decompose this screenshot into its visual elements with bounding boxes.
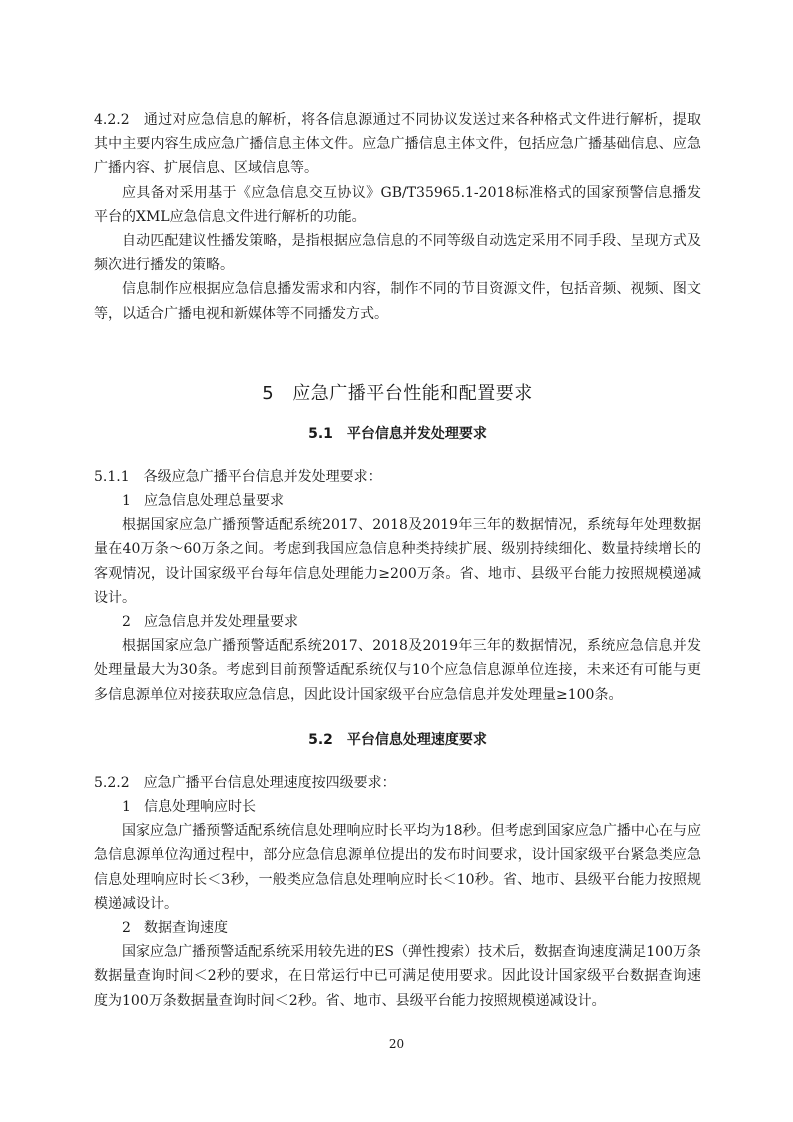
paragraph: 国家应急广播预警适配系统信息处理响应时长平均为18秒。但考虑到国家应急广播中心在与应急信息源单位沟通过程中，部分应急信息源单位提出的发布时间要求，设计国家级平台紧急类应急信息处理响应时长＜3秒，一般类应急信息处理响应时长＜10秒。省、地市、县级平台能力按照规模递减设计。 <box>94 823 701 912</box>
chapter-number: 5 <box>262 382 275 404</box>
paragraph: 应具备对采用基于《应急信息交互协议》GB/T35965.1-2018标准格式的国家预警信息播发平台的XML应急信息文件进行解析的功能。 <box>94 184 701 225</box>
chapter-heading <box>94 379 701 405</box>
item-number: 1 <box>122 799 131 816</box>
clause-text: 各级应急广播平台信息并发处理要求： <box>143 468 382 485</box>
item-title: 信息处理响应时长 <box>144 799 256 816</box>
clause-number: 4.2.2 <box>94 112 130 128</box>
clause-5-2-2 <box>94 771 701 795</box>
section-title: 平台信息处理速度要求 <box>346 731 487 748</box>
paragraph-4-2-2 <box>94 108 701 181</box>
paragraph: 国家应急广播预警适配系统采用较先进的ES（弹性搜索）技术后，数据查询速度满足100万条数据量查询时间＜2秒的要求，在日常运行中已可满足使用要求。因此设计国家级平台数据查询速度为100万条数据量查询时间＜2秒。省、地市、县级平台能力按照规模递减设计。 <box>94 944 701 1009</box>
item-number: 1 <box>122 493 131 510</box>
page-body <box>94 108 701 1013</box>
clause-5-1-1 <box>94 465 701 489</box>
section-heading-5-1 <box>94 423 701 443</box>
item-title: 应急信息处理总量要求 <box>144 493 284 510</box>
item-title: 数据查询速度 <box>144 920 228 937</box>
paragraph: 根据国家应急广播预警适配系统2017、2018及2019年三年的数据情况，系统每年处理数据量在40万条～60万条之间。考虑到我国应急信息种类持续扩展、级别持续细化、数量持续增长的客观情况，设计国家级平台每年信息处理能力≥200万条。省、地市、县级平台能力按照规模递减设计。 <box>94 517 701 606</box>
item-title: 应急信息并发处理量要求 <box>144 614 298 631</box>
section-number: 5.1 <box>308 425 333 442</box>
paragraph: 根据国家应急广播预警适配系统2017、2018及2019年三年的数据情况，系统应急信息并发处理量最大为30条。考虑到目前预警适配系统仅与10个应急信息源单位连接，未来还有可能与更多信息源单位对接获取应急信息，因此设计国家级平台应急信息并发处理量≥100条。 <box>94 638 701 703</box>
clause-number: 5.1.1 <box>94 468 130 485</box>
page-number: 20 <box>388 1037 405 1051</box>
list-item <box>94 916 701 940</box>
section-number: 5.2 <box>308 731 333 748</box>
list-item <box>94 795 701 819</box>
section-heading-5-2 <box>94 729 701 749</box>
chapter-title: 应急广播平台性能和配置要求 <box>292 382 533 404</box>
clause-text: 应急广播平台信息处理速度按四级要求： <box>143 774 396 791</box>
clause-number: 5.2.2 <box>94 774 130 791</box>
list-item <box>94 610 701 634</box>
item-number: 2 <box>122 614 131 631</box>
paragraph: 信息制作应根据应急信息播发需求和内容，制作不同的节目资源文件，包括音频、视频、图文等，以适合广播电视和新媒体等不同播发方式。 <box>94 281 701 322</box>
paragraph-text: 通过对应急信息的解析，将各信息源通过不同协议发送过来各种格式文件进行解析，提取其中主要内容生成应急广播信息主体文件。应急广播信息主体文件，包括应急广播基础信息、应急广播内容、扩展信息、区域信息等。 <box>94 112 701 177</box>
item-number: 2 <box>122 920 131 937</box>
section-title: 平台信息并发处理要求 <box>346 425 487 442</box>
paragraph: 自动匹配建议性播发策略，是指根据应急信息的不同等级自动选定采用不同手段、呈现方式及频次进行播发的策略。 <box>94 233 701 274</box>
list-item <box>94 489 701 513</box>
